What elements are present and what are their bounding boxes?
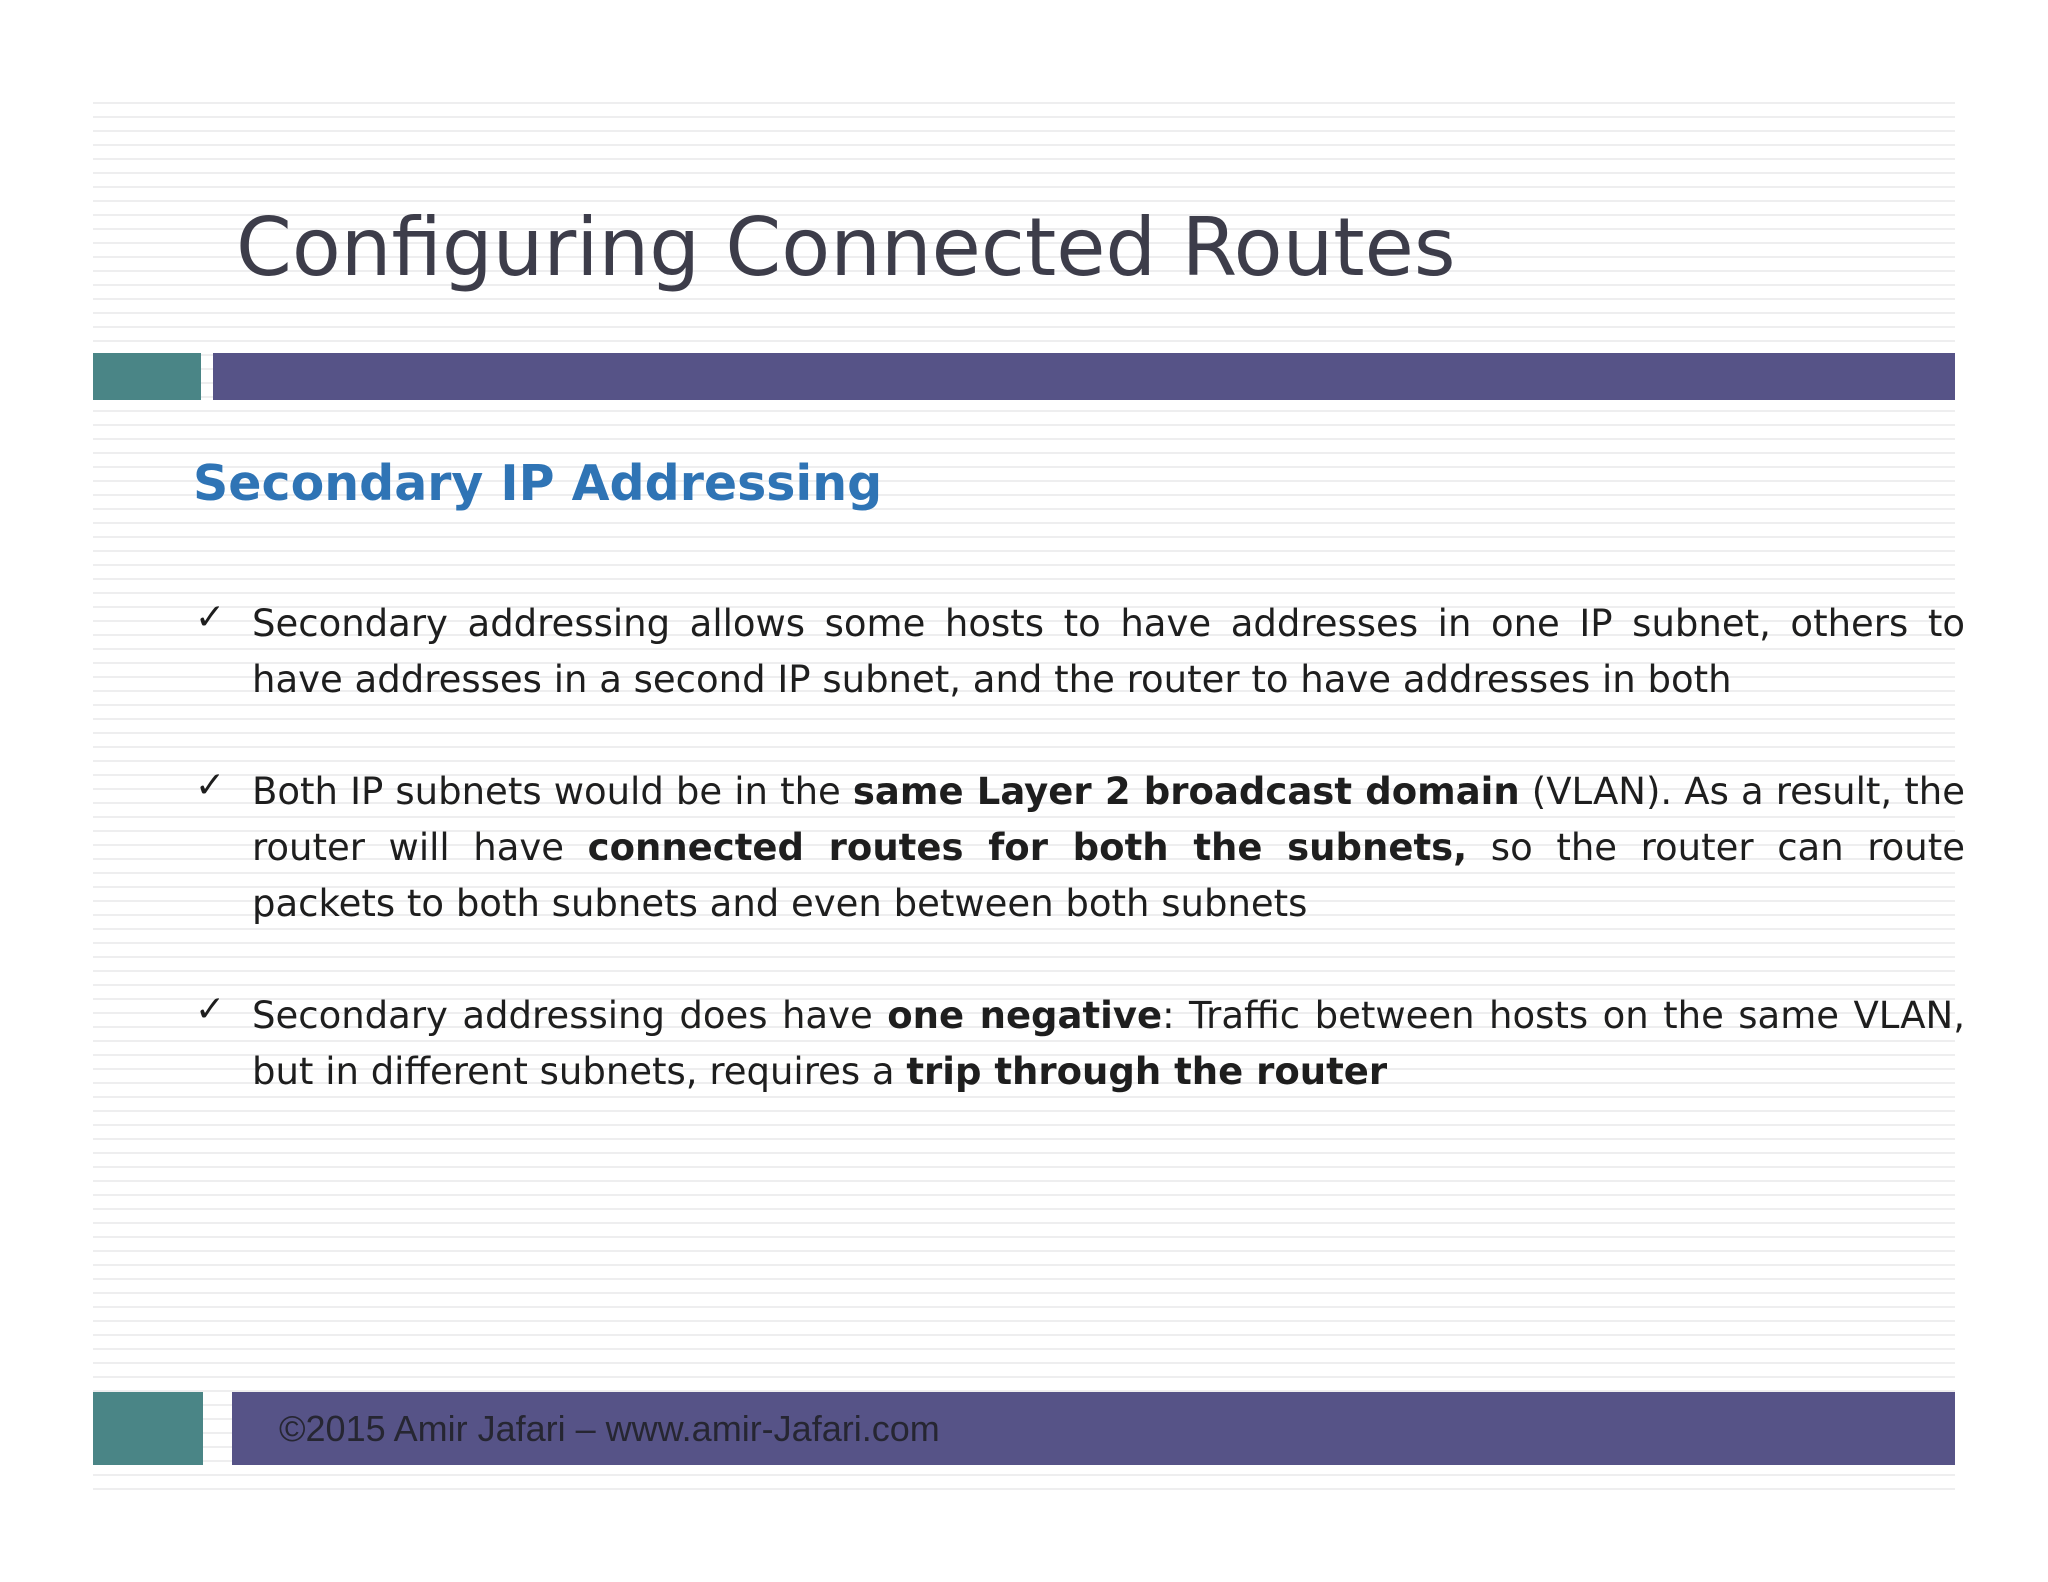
bullet-2-text-b: (VLAN). As a result, the router will have (252, 770, 1965, 869)
bullet-item-3 (193, 988, 1965, 1100)
top-accent-bar (213, 353, 1955, 400)
bullet-2-text-c: so the router can route packets to both subnets and even between both subnets (252, 826, 1966, 925)
bullet-item-1 (193, 596, 1965, 708)
footer-copyright: ©2015 Amir Jafari – www.amir-Jafari.com (279, 1408, 940, 1449)
top-accent-square (93, 353, 201, 400)
slide-title: Configuring Connected Routes (236, 201, 1456, 294)
bullet-2-text-a: Both IP subnets would be in the (252, 770, 853, 813)
slide (93, 102, 1966, 1492)
bottom-accent-square (93, 1392, 203, 1465)
bullet-2-bold-a: same Layer 2 broadcast domain (852, 770, 1520, 813)
check-icon: ✓ (195, 765, 226, 806)
bullet-3-text-b: : Traffic between hosts on the same VLAN, but in different subnets, requires a (252, 994, 1965, 1093)
bullet-2-bold-b: connected routes for both the subnets, (587, 826, 1468, 869)
slide-subtitle: Secondary IP Addressing (193, 455, 883, 512)
bullet-3-bold-a: one negative (887, 994, 1163, 1037)
bullet-3-bold-b: trip through the router (906, 1050, 1388, 1093)
check-icon: ✓ (195, 597, 226, 638)
check-icon: ✓ (195, 989, 226, 1030)
bullet-1-text: Secondary addressing allows some hosts to have addresses in one IP subnet, others to have addresses in a second IP subnet, and the router to have addresses in both (252, 602, 1965, 701)
bullet-item-2 (193, 764, 1965, 932)
bullet-3-text-a: Secondary addressing does have (252, 994, 888, 1037)
bullet-list (193, 596, 1965, 1100)
